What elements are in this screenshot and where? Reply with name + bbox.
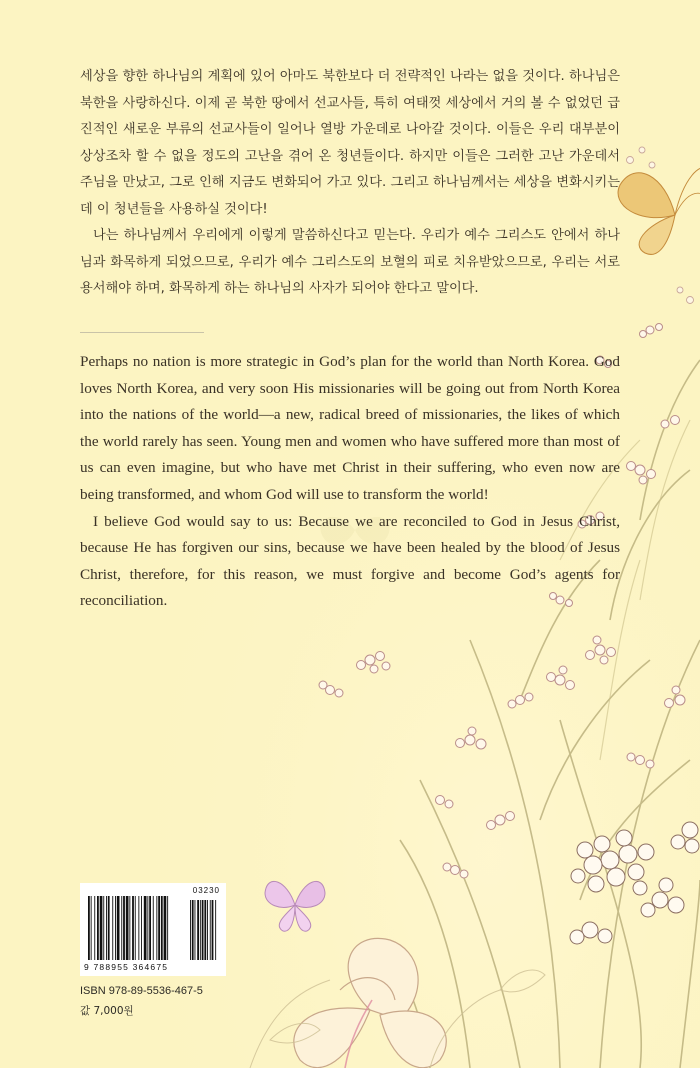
english-paragraph: I believe God would say to us: Because we are reconciled to God in Jesus Christ, because He has forgiven our sins, because we have been healed by the blood of Jesus Christ, therefore, for this reason, we must forgive and become God’s agents for reconciliation.: [80, 512, 620, 610]
barcode-bar: [138, 896, 139, 960]
barcode-bar: [121, 896, 122, 960]
barcode-bar: [112, 896, 113, 960]
english-paragraph: Perhaps no nation is more strategic in God’s plan for the world than North Korea. God loves North Korea, and very soon His missionaries will be going out from North Korea into the nations of the world—a new, radical breed of missionaries, the likes of which the world rarely has seen. Young men and women who have suffered more than most of us can even imagine, but who have met Christ in their suffering, who even now are being transformed, and whom God will use to transform the world!: [80, 353, 620, 503]
barcode-bar: [132, 896, 134, 960]
barcode-bar: [149, 896, 151, 960]
korean-paragraph: 나는 하나님께서 우리에게 이렇게 말씀하신다고 믿는다. 우리가 예수 그리스도 안에서 하나님과 화목하게 되었으므로, 우리가 예수 그리스도의 보혈의 피로 치유받았으므로, 우리는 서로 용서해야 하며, 화목하게 하는 하나님의 사자가 되어야 한다고 말이다.: [80, 228, 620, 296]
barcode-bar: [195, 900, 196, 960]
barcode-bar: [215, 900, 216, 960]
barcode-bar: [135, 896, 136, 960]
barcode-bar: [144, 896, 147, 960]
korean-paragraph: 세상을 향한 하나님의 계획에 있어 아마도 북한보다 더 전략적인 나라는 없을 것이다. 하나님은 북한을 사랑하신다. 이제 곧 북한 땅에서 선교사들, 특히 여태껏 세상에서 거의 볼 수 없었던 급진적인 새로운 부류의 선교사들이 일어나 열방 가운데로 나아갈 것이다. 이들은 우리 대부분이 상상조차 할 수 없을 정도의 고난을 겪어 온 청년들이다. 하지만 이들은 그러한 고난 가운데서 주님을 만났고, 그로 인해 지금도 변화되어 가고 있다. 그리고 하나님께서는 세상을 변화시키는 데 이 청년들을 사용하실 것이다!: [80, 69, 620, 217]
barcode-bars: [88, 896, 220, 962]
barcode-bar: [192, 900, 194, 960]
barcode-bar: [88, 896, 90, 960]
barcode-bar: [204, 900, 206, 960]
barcode-digits: 9 788955 364675: [84, 962, 169, 972]
barcode-bar: [100, 896, 103, 960]
barcode-bar: [91, 896, 92, 960]
barcode-bar: [190, 900, 191, 960]
barcode: [80, 883, 226, 976]
barcode-bar: [202, 900, 204, 960]
barcode-bar: [141, 896, 142, 960]
isbn: ISBN 978-89-5536-467-5: [80, 985, 203, 997]
barcode-bar: [126, 896, 129, 960]
barcode-bar: [108, 896, 110, 960]
english-text: [80, 349, 620, 615]
divider: [80, 332, 204, 333]
korean-text: [80, 64, 620, 303]
barcode-bar: [129, 896, 130, 960]
barcode-bar: [106, 896, 107, 960]
barcode-bar: [210, 900, 211, 960]
barcode-bar: [158, 896, 160, 960]
barcode-bar: [97, 896, 99, 960]
barcode-bar: [161, 896, 163, 960]
barcode-bar: [117, 896, 120, 960]
barcode-bar: [103, 896, 104, 960]
barcode-bar: [197, 900, 199, 960]
barcode-bar: [153, 896, 154, 960]
barcode-addon-number: 03230: [192, 886, 220, 895]
barcode-bar: [212, 900, 214, 960]
barcode-bar: [123, 896, 125, 960]
price: 값 7,000원: [80, 1005, 134, 1017]
barcode-bar: [200, 900, 201, 960]
barcode-bar: [164, 896, 167, 960]
barcode-bar: [156, 896, 157, 960]
barcode-bar: [147, 896, 148, 960]
barcode-bar: [167, 896, 168, 960]
barcode-bar: [115, 896, 116, 960]
barcode-bar: [94, 896, 95, 960]
barcode-bar: [207, 900, 208, 960]
